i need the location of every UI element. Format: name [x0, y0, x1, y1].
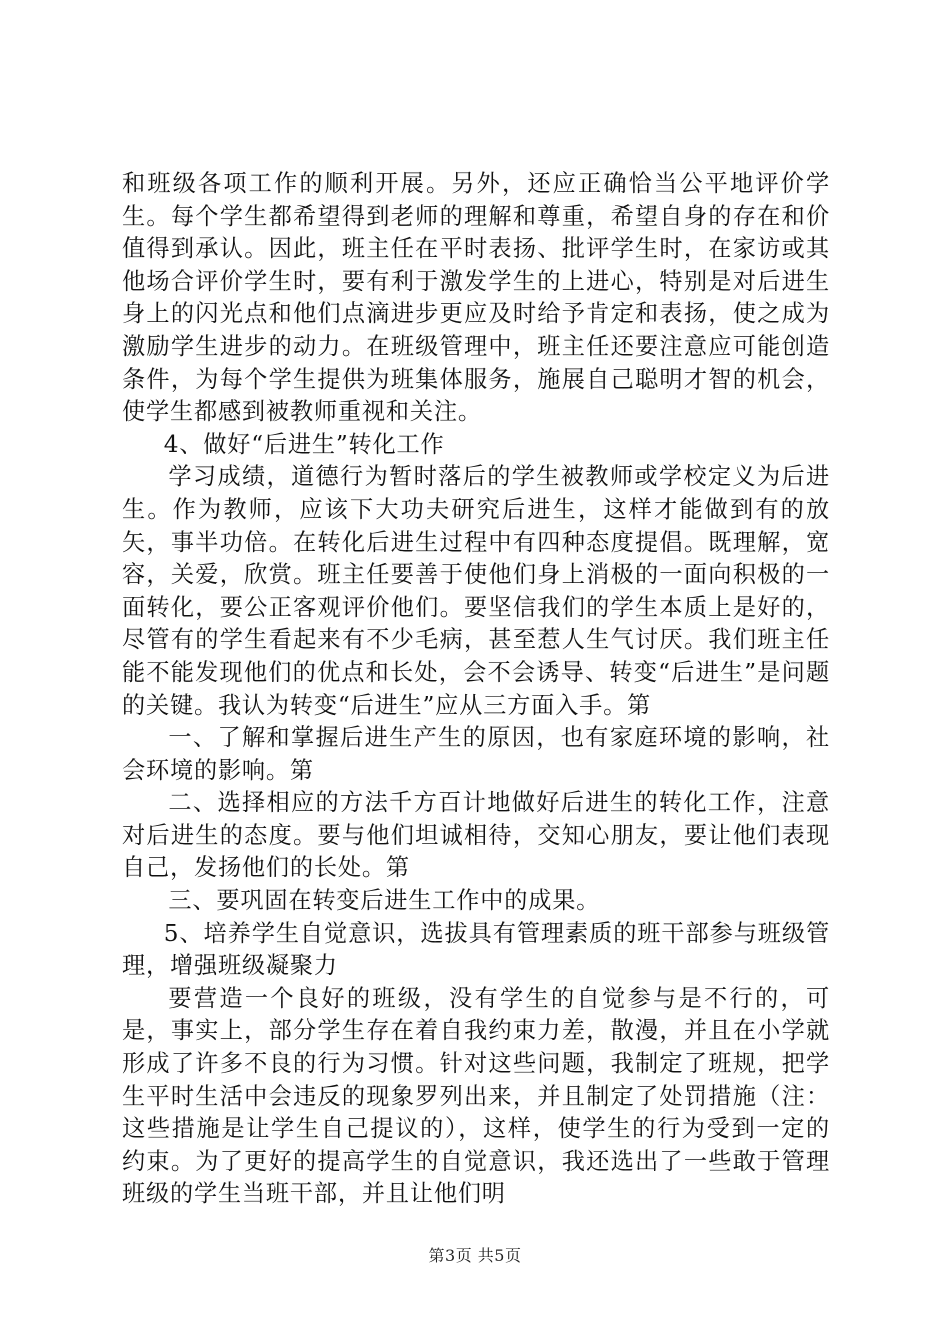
- paragraph-point-three: 三、要巩固在转变后进生工作中的成果。: [168, 887, 601, 915]
- paragraph-point-one: 一、了解和掌握后进生产生的原因，也有家庭环境的影响，社会环境的影响。第: [122, 724, 830, 784]
- page-number-footer: 第3页 共5页: [428, 1246, 522, 1265]
- paragraph-evaluation-continued: 和班级各项工作的顺利开展。另外，还应正确恰当公平地评价学生。每个学生都希望得到老师的理解和尊重，希望自身的存在和价值得到承认。因此，班主任在平时表扬、批评学生时，在家访或其他场合评价学生时，要有利于激发学生的上进心，特别是对后进生身上的闪光点和他们点滴进步更应及时给予肯定和表扬，使之成为激励学生进步的动力。在班级管理中，班主任还要注意应可能创造条件，为每个学生提供为班集体服务，施展自己聪明才智的机会，使学生都感到被教师重视和关注。: [122, 170, 830, 426]
- paragraph-point-two: 二、选择相应的方法千方百计地做好后进生的转化工作，注意对后进生的态度。要与他们坦诚相待，交知心朋友，要让他们表现自己，发扬他们的长处。第: [122, 789, 830, 882]
- document-body: [122, 168, 830, 1211]
- section-heading-5: 5、培养学生自觉意识，选拔具有管理素质的班干部参与班级管理，增强班级凝聚力: [122, 919, 830, 980]
- paragraph-underachievers: 学习成绩，道德行为暂时落后的学生被教师或学校定义为后进生。作为教师，应该下大功夫研究后进生，这样才能做到有的放矢，事半功倍。在转化后进生过程中有四种态度提倡。既理解，宽容，关爱，欣赏。班主任要善于使他们身上消极的一面向积极的一面转化，要公正客观评价他们。要坚信我们的学生本质上是好的，尽管有的学生看起来有不少毛病，甚至惹人生气讨厌。我们班主任能不能发现他们的优点和长处，会不会诱导、转变“后进生”是问题的关键。我认为转变“后进生”应从三方面入手。第: [122, 463, 830, 719]
- paragraph-self-discipline: 要营造一个良好的班级，没有学生的自觉参与是不行的，可是，事实上，部分学生存在着自我约束力差，散漫，并且在小学就形成了许多不良的行为习惯。针对这些问题，我制定了班规，把学生平时生活中会违反的现象罗列出来，并且制定了处罚措施（注：这些措施是让学生自己提议的），这样，使学生的行为受到一定的约束。为了更好的提高学生的自觉意识，我还选出了一些敢于管理班级的学生当班干部，并且让他们明: [122, 984, 830, 1208]
- section-heading-4: 4、做好“后进生”转化工作: [163, 430, 445, 458]
